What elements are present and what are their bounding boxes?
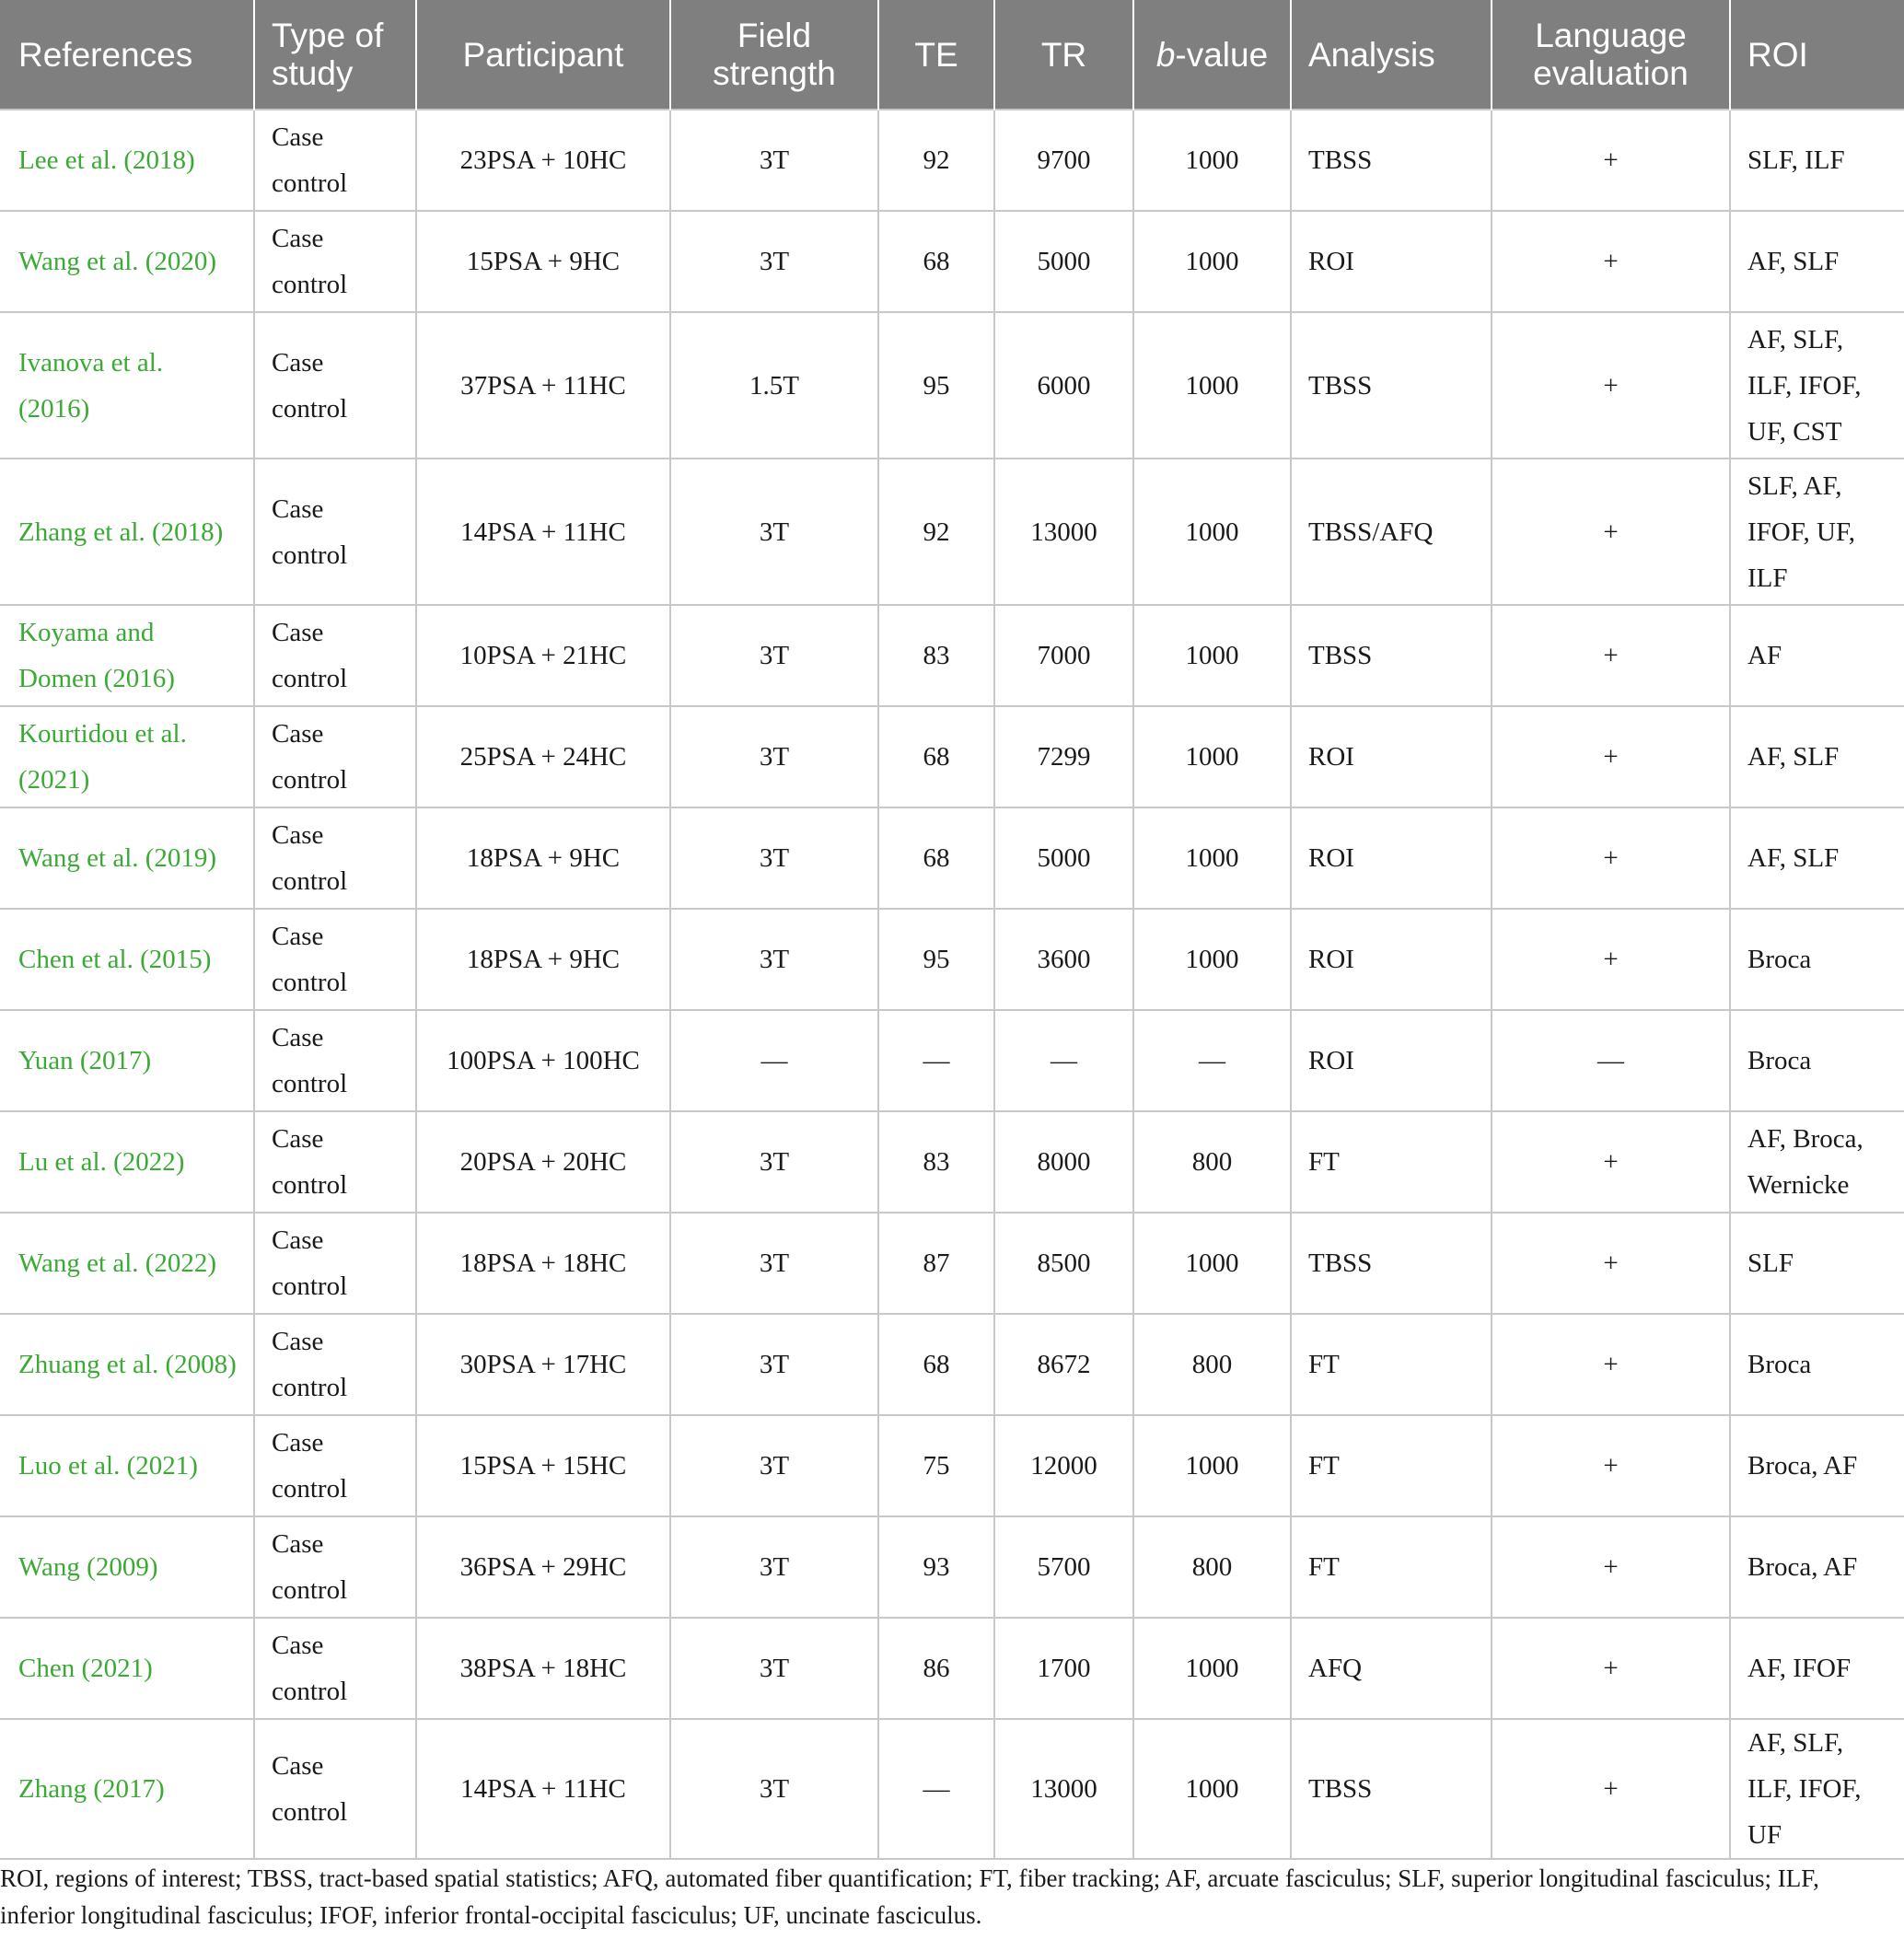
reference-link[interactable]: Zhang et al. (2018) <box>0 459 254 605</box>
roi-cell: Broca <box>1730 909 1904 1010</box>
roi-cell: Broca, AF <box>1730 1516 1904 1618</box>
b-value-cell: 1000 <box>1133 110 1291 211</box>
header-analysis: Analysis <box>1291 0 1492 110</box>
language-evaluation-cell: + <box>1492 1415 1730 1516</box>
roi-cell: AF, SLF, ILF, IFOF, UF, CST <box>1730 312 1904 459</box>
field-strength-cell: 3T <box>670 807 878 909</box>
participant-cell: 18PSA + 9HC <box>416 807 670 909</box>
study-type-cell: Case control <box>254 706 416 807</box>
table-row <box>0 605 1904 706</box>
field-strength-cell: 3T <box>670 1314 878 1415</box>
study-type-cell: Case control <box>254 211 416 312</box>
study-type-cell: Case control <box>254 110 416 211</box>
table-row <box>0 909 1904 1010</box>
table-row <box>0 1415 1904 1516</box>
study-type-cell: Case control <box>254 1111 416 1213</box>
te-cell: 95 <box>878 312 994 459</box>
header-b-value-b: b <box>1155 35 1176 74</box>
roi-cell: SLF, ILF <box>1730 110 1904 211</box>
b-value-cell: 1000 <box>1133 312 1291 459</box>
participant-cell: 23PSA + 10HC <box>416 110 670 211</box>
analysis-cell: TBSS <box>1291 605 1492 706</box>
table-row <box>0 706 1904 807</box>
participant-cell: 37PSA + 11HC <box>416 312 670 459</box>
analysis-cell: TBSS <box>1291 110 1492 211</box>
participant-cell: 14PSA + 11HC <box>416 459 670 605</box>
roi-cell: AF, SLF <box>1730 706 1904 807</box>
te-cell: 68 <box>878 807 994 909</box>
te-cell: 68 <box>878 211 994 312</box>
reference-link[interactable]: Lee et al. (2018) <box>0 110 254 211</box>
tr-cell: 12000 <box>994 1415 1133 1516</box>
te-cell: 87 <box>878 1213 994 1314</box>
table-row <box>0 1719 1904 1859</box>
tr-cell: 5700 <box>994 1516 1133 1618</box>
tr-cell: 1700 <box>994 1618 1133 1719</box>
field-strength-cell: 1.5T <box>670 312 878 459</box>
analysis-cell: TBSS <box>1291 1213 1492 1314</box>
participant-cell: 38PSA + 18HC <box>416 1618 670 1719</box>
reference-link[interactable]: Zhang (2017) <box>0 1719 254 1859</box>
field-strength-cell: 3T <box>670 1111 878 1213</box>
language-evaluation-cell: + <box>1492 1213 1730 1314</box>
language-evaluation-cell: — <box>1492 1010 1730 1111</box>
study-type-cell: Case control <box>254 1618 416 1719</box>
roi-cell: AF, SLF, ILF, IFOF, UF <box>1730 1719 1904 1859</box>
field-strength-cell: 3T <box>670 909 878 1010</box>
header-b-value-suffix: -value <box>1175 35 1269 74</box>
reference-link[interactable]: Kourtidou et al. (2021) <box>0 706 254 807</box>
b-value-cell: 1000 <box>1133 459 1291 605</box>
participant-cell: 14PSA + 11HC <box>416 1719 670 1859</box>
participant-cell: 18PSA + 18HC <box>416 1213 670 1314</box>
roi-cell: SLF <box>1730 1213 1904 1314</box>
language-evaluation-cell: + <box>1492 605 1730 706</box>
field-strength-cell: 3T <box>670 1719 878 1859</box>
reference-link[interactable]: Wang et al. (2020) <box>0 211 254 312</box>
te-cell: — <box>878 1719 994 1859</box>
participant-cell: 36PSA + 29HC <box>416 1516 670 1618</box>
header-language-evaluation: Language evaluation <box>1492 0 1730 110</box>
analysis-cell: FT <box>1291 1415 1492 1516</box>
language-evaluation-cell: + <box>1492 706 1730 807</box>
tr-cell: — <box>994 1010 1133 1111</box>
te-cell: 68 <box>878 706 994 807</box>
analysis-cell: TBSS <box>1291 312 1492 459</box>
field-strength-cell: 3T <box>670 211 878 312</box>
analysis-cell: ROI <box>1291 909 1492 1010</box>
b-value-cell: 1000 <box>1133 1719 1291 1859</box>
roi-cell: SLF, AF, IFOF, UF, ILF <box>1730 459 1904 605</box>
roi-cell: AF <box>1730 605 1904 706</box>
language-evaluation-cell: + <box>1492 1314 1730 1415</box>
study-type-cell: Case control <box>254 1415 416 1516</box>
field-strength-cell: 3T <box>670 706 878 807</box>
language-evaluation-cell: + <box>1492 211 1730 312</box>
table-body <box>0 110 1904 1859</box>
table-row <box>0 312 1904 459</box>
header-type-of-study: Type of study <box>254 0 416 110</box>
language-evaluation-cell: + <box>1492 312 1730 459</box>
reference-link[interactable]: Chen (2021) <box>0 1618 254 1719</box>
language-evaluation-cell: + <box>1492 909 1730 1010</box>
te-cell: 75 <box>878 1415 994 1516</box>
table-row <box>0 110 1904 211</box>
b-value-cell: 1000 <box>1133 211 1291 312</box>
roi-cell: Broca <box>1730 1314 1904 1415</box>
tr-cell: 9700 <box>994 110 1133 211</box>
analysis-cell: ROI <box>1291 211 1492 312</box>
roi-cell: AF, SLF <box>1730 211 1904 312</box>
field-strength-cell: 3T <box>670 1415 878 1516</box>
roi-cell: AF, Broca, Wernicke <box>1730 1111 1904 1213</box>
analysis-cell: FT <box>1291 1516 1492 1618</box>
participant-cell: 10PSA + 21HC <box>416 605 670 706</box>
language-evaluation-cell: + <box>1492 110 1730 211</box>
table-row <box>0 1111 1904 1213</box>
b-value-cell: 1000 <box>1133 909 1291 1010</box>
reference-link[interactable]: Koyama and Domen (2016) <box>0 605 254 706</box>
te-cell: 92 <box>878 110 994 211</box>
table-row <box>0 459 1904 605</box>
language-evaluation-cell: + <box>1492 1618 1730 1719</box>
te-cell: 83 <box>878 1111 994 1213</box>
te-cell: — <box>878 1010 994 1111</box>
study-type-cell: Case control <box>254 1010 416 1111</box>
tr-cell: 6000 <box>994 312 1133 459</box>
table-row <box>0 1314 1904 1415</box>
tr-cell: 5000 <box>994 807 1133 909</box>
b-value-cell: — <box>1133 1010 1291 1111</box>
participant-cell: 15PSA + 9HC <box>416 211 670 312</box>
participant-cell: 15PSA + 15HC <box>416 1415 670 1516</box>
participant-cell: 20PSA + 20HC <box>416 1111 670 1213</box>
analysis-cell: ROI <box>1291 706 1492 807</box>
analysis-cell: TBSS/AFQ <box>1291 459 1492 605</box>
te-cell: 95 <box>878 909 994 1010</box>
study-type-cell: Case control <box>254 605 416 706</box>
reference-link[interactable]: Wang (2009) <box>0 1516 254 1618</box>
header-b-value <box>1133 0 1291 110</box>
te-cell: 93 <box>878 1516 994 1618</box>
study-type-cell: Case control <box>254 1516 416 1618</box>
te-cell: 68 <box>878 1314 994 1415</box>
tr-cell: 13000 <box>994 459 1133 605</box>
roi-cell: Broca, AF <box>1730 1415 1904 1516</box>
participant-cell: 100PSA + 100HC <box>416 1010 670 1111</box>
b-value-cell: 800 <box>1133 1516 1291 1618</box>
language-evaluation-cell: + <box>1492 459 1730 605</box>
header-references: References <box>0 0 254 110</box>
reference-link[interactable]: Wang et al. (2019) <box>0 807 254 909</box>
reference-link[interactable]: Zhuang et al. (2008) <box>0 1314 254 1415</box>
tr-cell: 8000 <box>994 1111 1133 1213</box>
b-value-cell: 800 <box>1133 1111 1291 1213</box>
reference-link[interactable]: Ivanova et al. (2016) <box>0 312 254 459</box>
b-value-cell: 1000 <box>1133 1415 1291 1516</box>
roi-cell: AF, IFOF <box>1730 1618 1904 1719</box>
te-cell: 86 <box>878 1618 994 1719</box>
field-strength-cell: 3T <box>670 605 878 706</box>
field-strength-cell: 3T <box>670 110 878 211</box>
analysis-cell: ROI <box>1291 1010 1492 1111</box>
tr-cell: 3600 <box>994 909 1133 1010</box>
header-participant: Participant <box>416 0 670 110</box>
field-strength-cell: 3T <box>670 1618 878 1719</box>
language-evaluation-cell: + <box>1492 807 1730 909</box>
b-value-cell: 800 <box>1133 1314 1291 1415</box>
reference-link[interactable]: Chen et al. (2015) <box>0 909 254 1010</box>
field-strength-cell: — <box>670 1010 878 1111</box>
te-cell: 92 <box>878 459 994 605</box>
table-row <box>0 1010 1904 1111</box>
header-row <box>0 0 1904 110</box>
field-strength-cell: 3T <box>670 1213 878 1314</box>
tr-cell: 8672 <box>994 1314 1133 1415</box>
study-type-cell: Case control <box>254 459 416 605</box>
study-type-cell: Case control <box>254 312 416 459</box>
language-evaluation-cell: + <box>1492 1111 1730 1213</box>
table-header <box>0 0 1904 110</box>
language-evaluation-cell: + <box>1492 1516 1730 1618</box>
analysis-cell: ROI <box>1291 807 1492 909</box>
b-value-cell: 1000 <box>1133 807 1291 909</box>
study-type-cell: Case control <box>254 1213 416 1314</box>
b-value-cell: 1000 <box>1133 1618 1291 1719</box>
analysis-cell: AFQ <box>1291 1618 1492 1719</box>
table-row <box>0 1618 1904 1719</box>
b-value-cell: 1000 <box>1133 706 1291 807</box>
header-field-strength: Field strength <box>670 0 878 110</box>
study-type-cell: Case control <box>254 909 416 1010</box>
participant-cell: 25PSA + 24HC <box>416 706 670 807</box>
table-row <box>0 1516 1904 1618</box>
analysis-cell: TBSS <box>1291 1719 1492 1859</box>
table-row <box>0 211 1904 312</box>
header-roi: ROI <box>1730 0 1904 110</box>
reference-link[interactable]: Wang et al. (2022) <box>0 1213 254 1314</box>
tr-cell: 7299 <box>994 706 1133 807</box>
reference-link[interactable]: Yuan (2017) <box>0 1010 254 1111</box>
study-type-cell: Case control <box>254 1314 416 1415</box>
participant-cell: 30PSA + 17HC <box>416 1314 670 1415</box>
study-type-cell: Case control <box>254 807 416 909</box>
tr-cell: 13000 <box>994 1719 1133 1859</box>
header-te: TE <box>878 0 994 110</box>
participant-cell: 18PSA + 9HC <box>416 909 670 1010</box>
reference-link[interactable]: Lu et al. (2022) <box>0 1111 254 1213</box>
analysis-cell: FT <box>1291 1111 1492 1213</box>
analysis-cell: FT <box>1291 1314 1492 1415</box>
tr-cell: 8500 <box>994 1213 1133 1314</box>
table-footnote: ROI, regions of interest; TBSS, tract-based spatial statistics; AFQ, automated fiber quantification; FT, fiber tracking; AF, arcuate fasciculus; SLF, superior longitudinal fasciculus; ILF, inferior longitudinal fasciculus; IFOF, inferior frontal-occipital fasciculus; UF, uncinate fasciculus. <box>0 1864 1819 1929</box>
study-type-cell: Case control <box>254 1719 416 1859</box>
te-cell: 83 <box>878 605 994 706</box>
roi-cell: Broca <box>1730 1010 1904 1111</box>
tr-cell: 7000 <box>994 605 1133 706</box>
table-row <box>0 807 1904 909</box>
field-strength-cell: 3T <box>670 1516 878 1618</box>
table-row <box>0 1213 1904 1314</box>
b-value-cell: 1000 <box>1133 605 1291 706</box>
header-tr: TR <box>994 0 1133 110</box>
tr-cell: 5000 <box>994 211 1133 312</box>
reference-link[interactable]: Luo et al. (2021) <box>0 1415 254 1516</box>
language-evaluation-cell: + <box>1492 1719 1730 1859</box>
b-value-cell: 1000 <box>1133 1213 1291 1314</box>
roi-cell: AF, SLF <box>1730 807 1904 909</box>
field-strength-cell: 3T <box>670 459 878 605</box>
